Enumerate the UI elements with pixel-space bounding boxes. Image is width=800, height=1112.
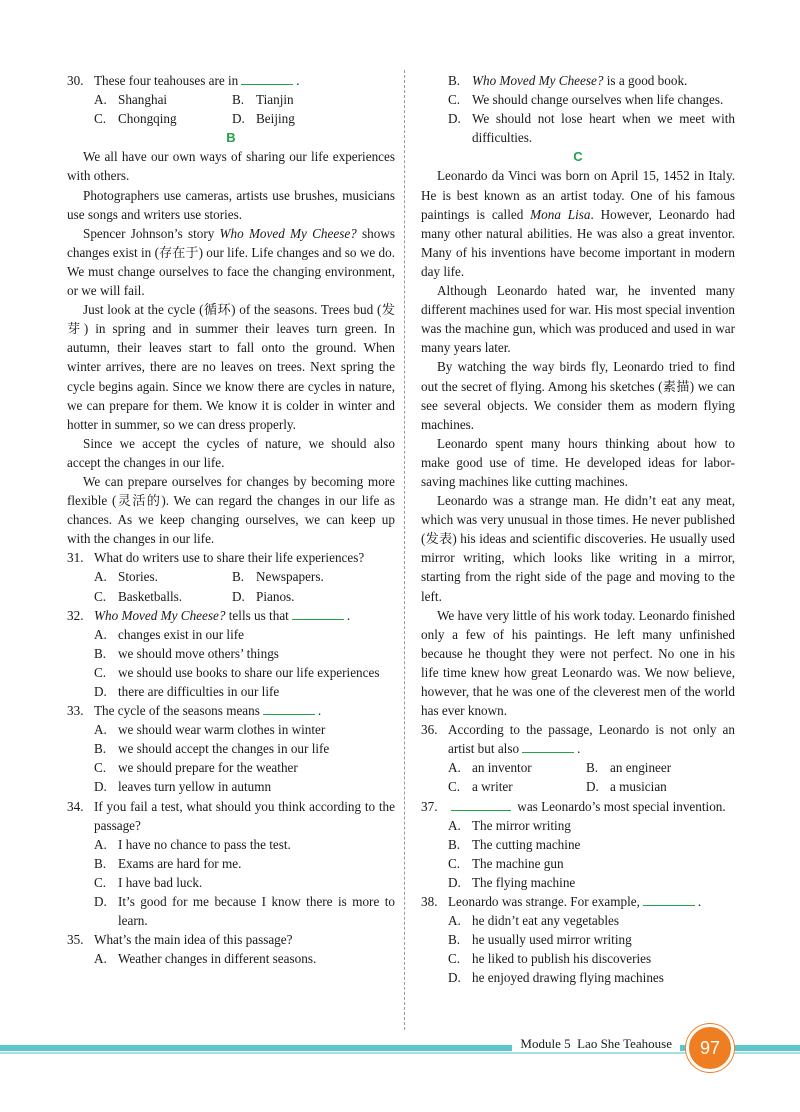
passage-paragraph: We have very little of his work today. Leonardo finished only a few of his paintings. He left many unfinished because he thought they were not perfect. No one in his life time knew how great Leonardo was. We now believe, however, that he was one of the cleverest men of the world has ever known. [421, 607, 735, 719]
question-number: 30. [67, 73, 84, 88]
option-letter: A. [94, 626, 107, 642]
option-letter: B. [448, 73, 461, 88]
option-a[interactable] [67, 625, 395, 644]
option-letter: D. [94, 779, 107, 795]
option-c[interactable] [421, 90, 735, 109]
option-letter: A. [94, 92, 107, 108]
option-c[interactable] [94, 109, 232, 128]
question-punct: . [346, 607, 351, 623]
option-letter: B. [94, 645, 107, 661]
option-a[interactable] [421, 816, 735, 835]
question-punct: . [317, 703, 322, 719]
option-letter: B. [232, 92, 245, 108]
option-d[interactable] [67, 682, 395, 701]
question-number: 38. [421, 894, 438, 910]
option-d[interactable] [421, 109, 735, 147]
option-d[interactable] [421, 968, 735, 987]
option-text: leaves turn yellow in autumn [118, 779, 272, 795]
option-b[interactable] [67, 739, 395, 758]
passage-paragraph: Although Leonardo hated war, he invented many different machines used for war. His most special invention was the machine gun, which was produced and used in war many years later. [421, 283, 735, 356]
question-text: What’s the main idea of this passage? [94, 932, 293, 948]
footer-title: Lao She Teahouse [577, 1036, 672, 1051]
option-text: we should use books to share our life experiences [118, 664, 380, 680]
option-text: he liked to publish his discoveries [472, 951, 652, 967]
option-text: changes exist in our life [118, 626, 244, 642]
question-37 [421, 797, 735, 816]
option-d[interactable] [67, 892, 395, 930]
question-number: 34. [67, 798, 84, 814]
option-text: Basketballs. [118, 588, 183, 604]
option-letter: D. [94, 894, 107, 910]
option-b[interactable] [586, 758, 724, 777]
option-letter: D. [448, 970, 461, 986]
option-text: he didn’t eat any vegetables [472, 913, 619, 929]
question-number: 33. [67, 703, 84, 719]
option-d[interactable] [421, 873, 735, 892]
footer-bar-accent [0, 1052, 800, 1054]
option-letter: B. [448, 836, 461, 852]
options-row [421, 777, 735, 796]
question-31 [67, 548, 395, 567]
section-heading-c: C [573, 149, 583, 165]
options-row [67, 567, 395, 586]
option-letter: C. [448, 779, 461, 795]
question-number: 37. [421, 798, 438, 814]
option-text: Stories. [118, 569, 158, 585]
option-text: The cutting machine [472, 836, 581, 852]
right-column [421, 71, 735, 988]
option-letter: B. [94, 855, 107, 871]
option-text: Beijing [256, 111, 295, 127]
answer-blank[interactable] [522, 740, 574, 753]
option-letter: A. [94, 951, 107, 967]
option-letter: C. [448, 951, 461, 967]
option-text: The machine gun [472, 855, 564, 871]
option-a[interactable] [94, 90, 232, 109]
option-text: we should move others’ things [118, 645, 279, 661]
paragraph-text: Leonardo da Vinci was born on April 15, 1452 in Italy. He is best known as an artist today. One of his famous paintings is called [421, 168, 735, 222]
question-text: The cycle of the seasons means [94, 703, 260, 719]
answer-blank[interactable] [643, 893, 695, 906]
options-row [67, 587, 395, 606]
option-text: we should accept the changes in our life [118, 741, 330, 757]
option-text: an inventor [472, 760, 532, 776]
painting-title: Mona Lisa [530, 206, 591, 222]
option-letter: D. [448, 111, 461, 127]
option-a[interactable] [421, 911, 735, 930]
option-text: I have no chance to pass the test. [118, 836, 291, 852]
option-text: we should wear warm clothes in winter [118, 722, 326, 738]
question-text: These four teahouses are in [94, 73, 239, 88]
answer-blank[interactable] [451, 798, 511, 811]
passage-paragraph: Leonardo spent many hours thinking about how to make good use of time. He developed ideas for labor-saving machines like cutting machines. [421, 435, 735, 489]
option-d[interactable] [232, 587, 370, 606]
option-letter: D. [448, 874, 461, 890]
option-letter: B. [448, 932, 461, 948]
option-letter: A. [448, 817, 461, 833]
question-text: tells us that [225, 607, 289, 623]
book-title: Who Moved My Cheese? [472, 73, 604, 88]
left-column [67, 71, 395, 968]
question-number: 36. [421, 722, 438, 738]
option-text: Shanghai [118, 92, 168, 108]
answer-blank[interactable] [241, 72, 293, 85]
question-33 [67, 701, 395, 720]
option-b[interactable] [421, 930, 735, 949]
question-34 [67, 797, 395, 835]
option-b[interactable] [232, 90, 370, 109]
passage-paragraph: We can prepare ourselves for changes by becoming more flexible (灵活的). We can regard the changes in our life as chances. As we keep changing ourselves, we can keep up with the changes in our life. [67, 473, 395, 547]
answer-blank[interactable] [292, 607, 344, 620]
option-b[interactable] [421, 71, 735, 90]
option-a[interactable] [448, 758, 586, 777]
option-letter: C. [94, 760, 107, 776]
passage-paragraph: Since we accept the cycles of nature, we should also accept the changes in our life. [67, 435, 395, 470]
question-text: Leonardo was strange. For example, [448, 894, 640, 910]
question-number: 32. [67, 607, 84, 623]
option-text: The mirror writing [472, 817, 571, 833]
question-35 [67, 930, 395, 949]
option-text: Exams are hard for me. [118, 855, 242, 871]
option-text: there are difficulties in our life [118, 684, 280, 699]
option-letter: B. [586, 760, 599, 776]
option-letter: C. [448, 92, 461, 108]
option-a[interactable] [67, 720, 395, 739]
question-punct: . [296, 73, 300, 88]
option-c[interactable] [421, 854, 735, 873]
option-letter: D. [232, 111, 245, 127]
paragraph-text: shows changes exist in (存在于) our life. Life changes and so we do. We must change ourselves to face the changing environment, or we will fail. [67, 225, 395, 299]
passage-paragraph: Just look at the cycle (循环) of the seasons. Trees bud (发芽) in spring and in summer their leaves turn green. In autumn, their leaves start to fall onto the ground. When winter arrives, there are no leaves on trees. Next spring the cycle begins again. Since we know there are cycles in nature, we can prepare for them. We know it is colder in winter and hotter in summer, so we can dress properly. [67, 302, 395, 432]
option-a[interactable] [67, 835, 395, 854]
option-c[interactable] [67, 663, 395, 682]
passage-paragraph: Photographers use cameras, artists use brushes, musicians use songs and writers use stories. [67, 187, 395, 222]
option-letter: C. [94, 111, 107, 127]
question-32 [67, 606, 395, 625]
column-divider [404, 70, 405, 1030]
question-punct: . [697, 894, 702, 910]
question-text: If you fail a test, what should you think according to the passage? [94, 798, 395, 833]
option-text: he enjoyed drawing flying machines [472, 970, 664, 986]
option-text: Pianos. [256, 588, 295, 604]
options-row [67, 109, 395, 128]
question-number: 31. [67, 550, 84, 566]
option-text: We should not lose heart when we meet with difficulties. [472, 111, 735, 146]
option-c[interactable] [448, 777, 586, 796]
option-letter: B. [232, 569, 245, 585]
passage-paragraph: Leonardo was a strange man. He didn’t eat any meat, which was very unusual in those times. He never published (发表) his ideas and scientific discoveries. He usually used mirror writing, which looks like writing in a mirror, starting from the right side of the page and moving to the left. [421, 493, 735, 604]
paragraph-text: Spencer Johnson’s story [83, 225, 220, 241]
question-text: According to the passage, Leonardo is not only an artist but also [448, 722, 735, 757]
paragraph-text: . However, Leonardo had many other natural abilities. He was also a great inventor. Many of his inventions have become important in modern day life. [421, 206, 735, 279]
option-text: Chongqing [118, 111, 177, 127]
option-letter: A. [448, 760, 461, 776]
option-letter: A. [448, 913, 461, 929]
option-letter: A. [94, 722, 107, 738]
question-30 [67, 71, 395, 90]
question-number: 35. [67, 932, 84, 948]
question-36 [421, 720, 735, 758]
option-d[interactable] [67, 777, 395, 796]
question-punct: . [577, 741, 581, 757]
option-c[interactable] [67, 873, 395, 892]
option-text: It’s good for me because I know there is more to learn. [118, 894, 395, 929]
option-text: is a good book. [603, 73, 688, 88]
option-a[interactable] [94, 567, 232, 586]
option-letter: D. [586, 779, 599, 795]
passage-paragraph: We all have our own ways of sharing our life experiences with others. [67, 149, 395, 184]
option-text: I have bad luck. [118, 874, 203, 890]
option-text: Newspapers. [256, 569, 324, 585]
option-text: The flying machine [472, 874, 576, 890]
option-b[interactable] [67, 644, 395, 663]
options-row [67, 90, 395, 109]
option-text: We should change ourselves when life changes. [472, 92, 724, 108]
book-title: Who Moved My Cheese? [94, 607, 226, 623]
option-letter: A. [94, 569, 107, 585]
question-text: What do writers use to share their life experiences? [94, 550, 365, 566]
option-letter: D. [232, 588, 245, 604]
option-d[interactable] [586, 777, 724, 796]
option-a[interactable] [67, 949, 395, 968]
options-row [421, 758, 735, 777]
passage-paragraph [421, 166, 735, 281]
option-text: he usually used mirror writing [472, 932, 632, 948]
option-text: Tianjin [256, 92, 294, 108]
option-letter: C. [94, 874, 107, 890]
passage-paragraph: By watching the way birds fly, Leonardo tried to find out the secret of flying. Among his sketches (素描) we can see several objects. We consider them as modern flying machines. [421, 359, 735, 432]
passage-paragraph [67, 224, 395, 300]
question-text: was Leonardo’s most special invention. [514, 798, 726, 814]
option-letter: C. [94, 664, 107, 680]
footer-module: Module 5 [520, 1036, 571, 1051]
page-number: 97 [686, 1024, 734, 1072]
option-b[interactable] [421, 835, 735, 854]
option-text: a writer [472, 779, 513, 795]
option-letter: D. [94, 684, 107, 699]
option-letter: C. [94, 588, 107, 604]
option-text: Weather changes in different seasons. [118, 951, 317, 967]
section-heading-b: B [226, 130, 236, 146]
option-b[interactable] [232, 567, 370, 586]
option-c[interactable] [421, 949, 735, 968]
answer-blank[interactable] [263, 702, 315, 715]
option-c[interactable] [67, 758, 395, 777]
option-text: we should prepare for the weather [118, 760, 298, 776]
option-d[interactable] [232, 109, 370, 128]
footer-bar [0, 1045, 800, 1051]
footer-module-title [512, 1036, 680, 1052]
option-text: a musician [610, 779, 667, 795]
option-letter: C. [448, 855, 461, 871]
option-b[interactable] [67, 854, 395, 873]
option-c[interactable] [94, 587, 232, 606]
question-38 [421, 892, 735, 911]
option-letter: A. [94, 836, 107, 852]
book-title: Who Moved My Cheese? [219, 225, 357, 241]
option-text: an engineer [610, 760, 672, 776]
option-letter: B. [94, 741, 107, 757]
